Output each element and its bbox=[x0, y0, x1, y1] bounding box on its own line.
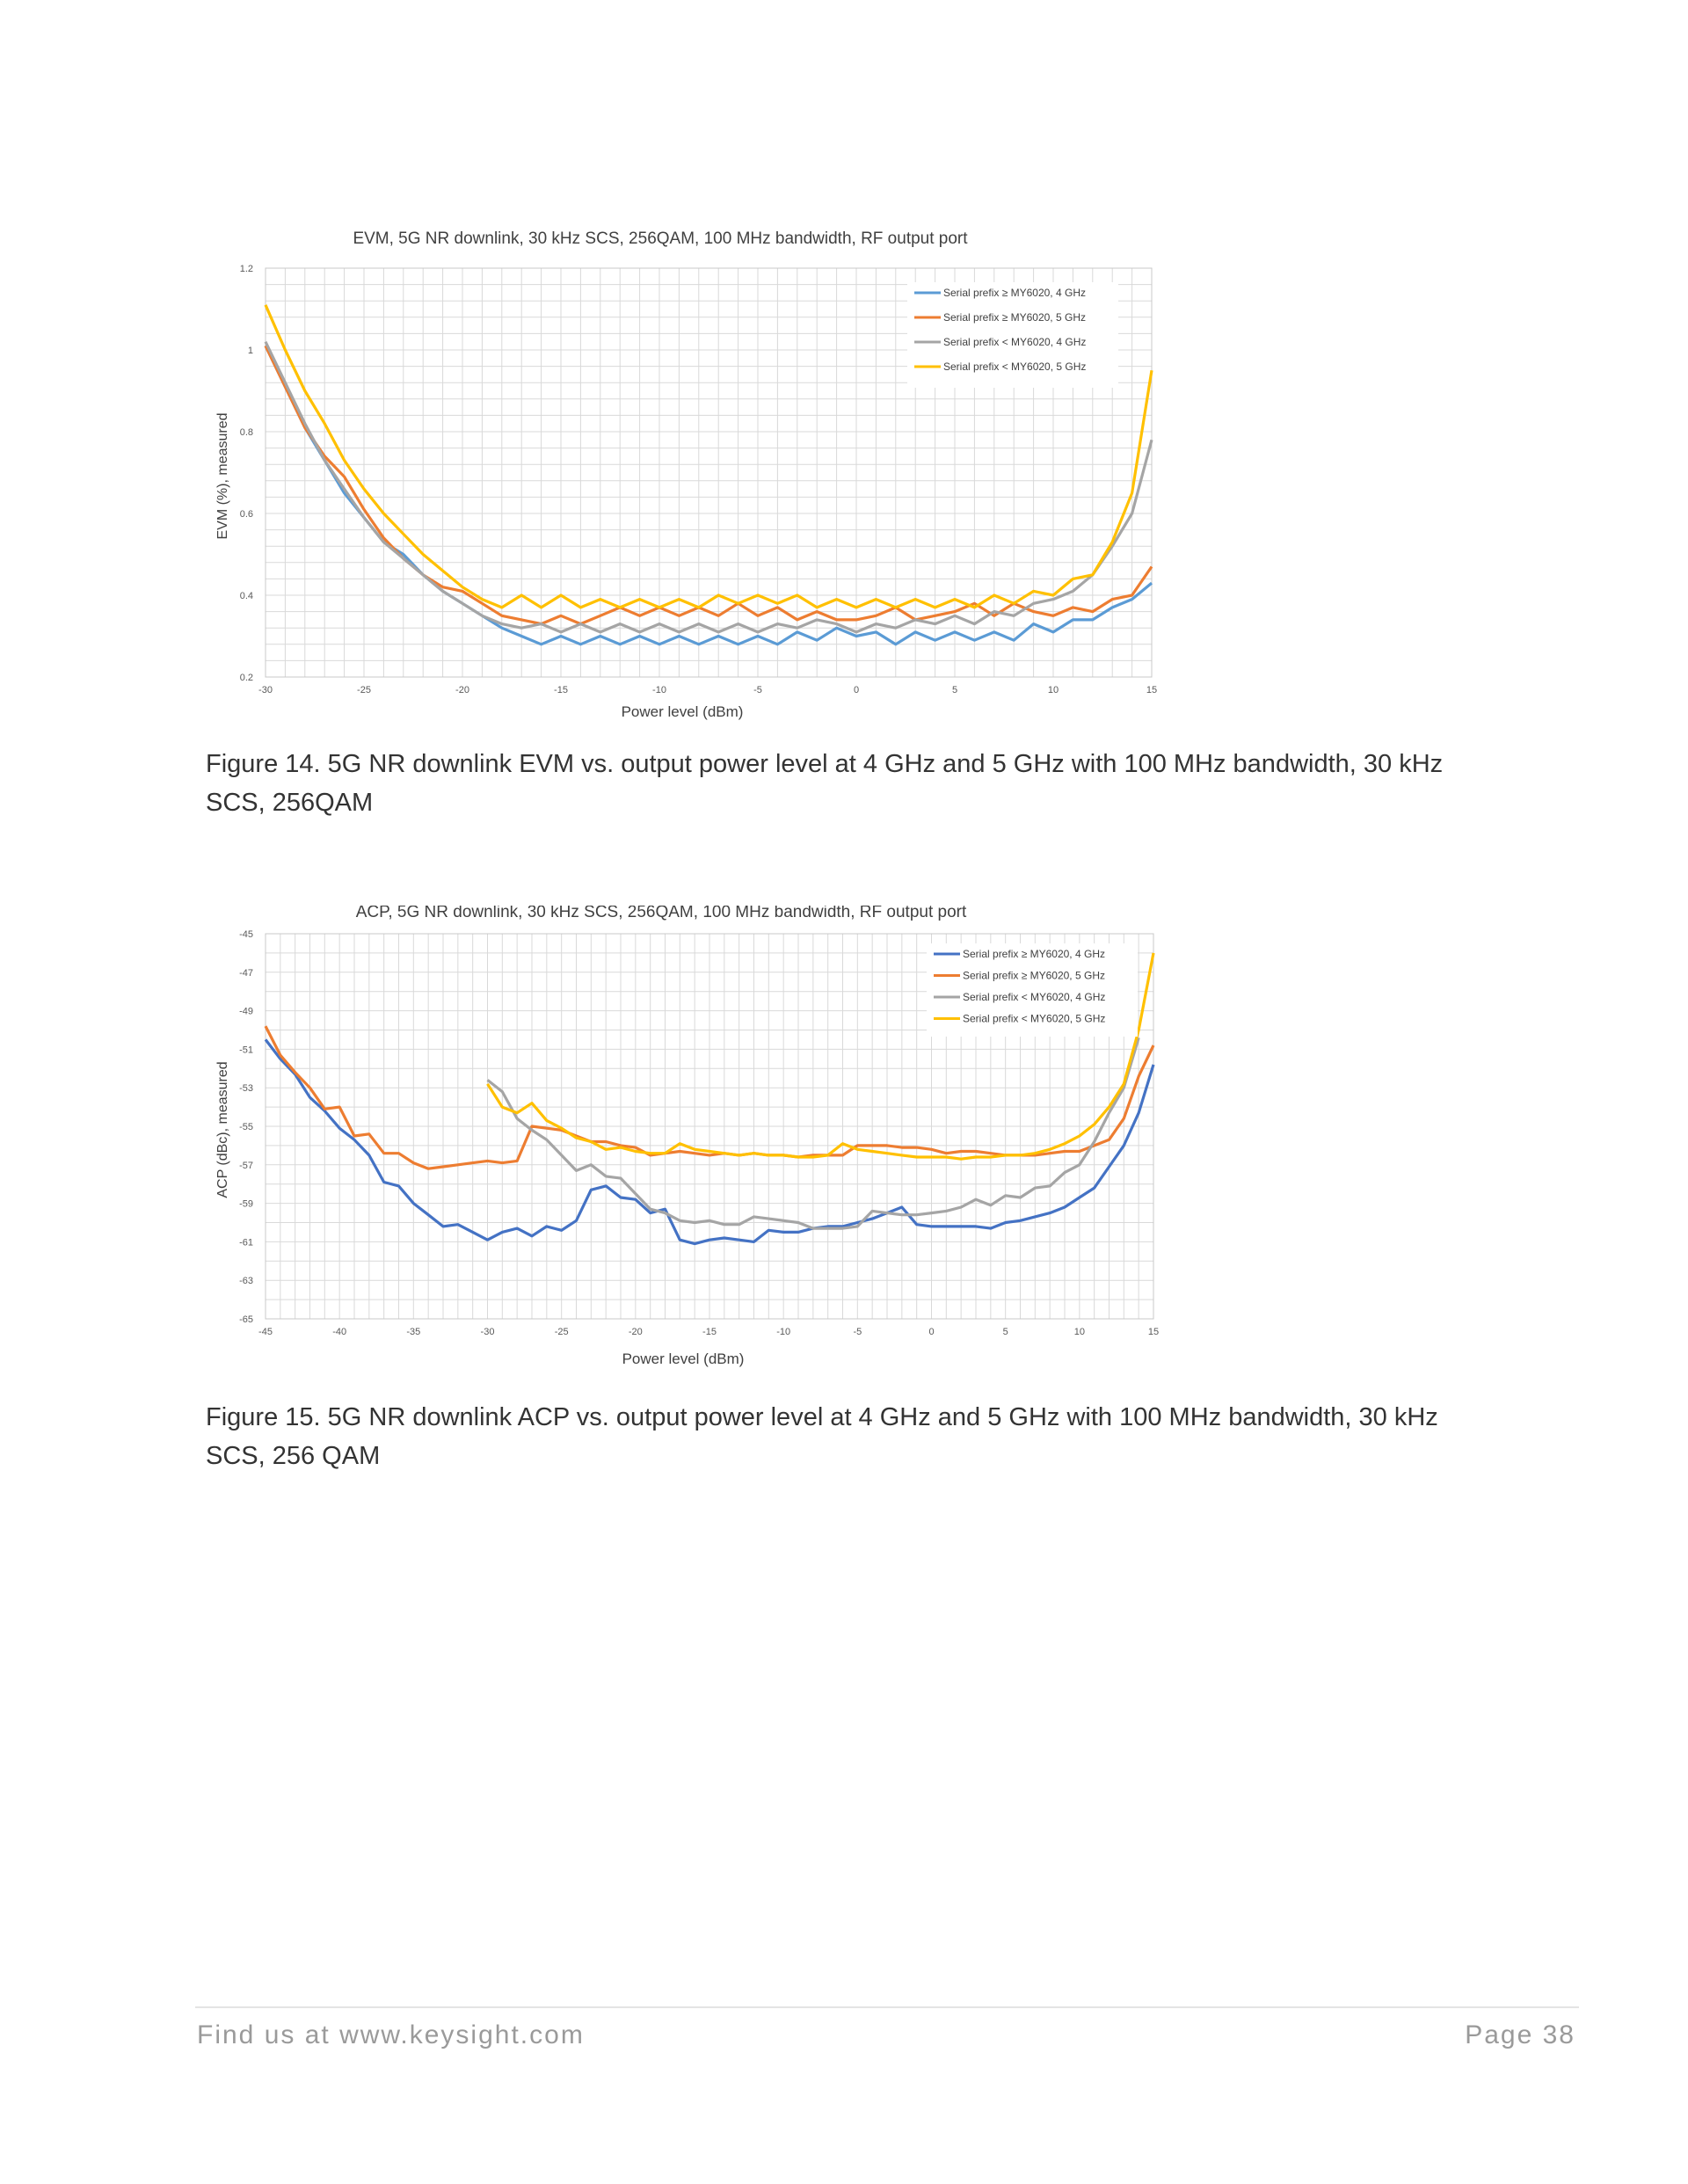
evm-x-tick-label: -20 bbox=[455, 685, 469, 695]
evm-x-tick-label: -25 bbox=[357, 685, 371, 695]
acp-y-tick-label: -55 bbox=[239, 1122, 253, 1132]
acp-x-tick-label: -45 bbox=[258, 1327, 273, 1337]
figure-15-caption: Figure 15. 5G NR downlink ACP vs. output power level at 4 GHz and 5 GHz with 100 MHz bandwidth, 30 kHz SCS, 256 QAM bbox=[206, 1403, 1438, 1470]
acp-y-tick-label: -61 bbox=[239, 1237, 253, 1249]
acp-legend-label: Serial prefix ≥ MY6020, 4 GHz bbox=[963, 948, 1105, 960]
acp-x-tick-label: 10 bbox=[1073, 1327, 1085, 1337]
acp-legend bbox=[927, 943, 1138, 1037]
evm-x-tick-label: -30 bbox=[258, 685, 273, 695]
acp-x-tick-label: 0 bbox=[928, 1327, 935, 1337]
evm-x-tick-label: -15 bbox=[554, 685, 568, 695]
acp-x-tick-label: 5 bbox=[1002, 1327, 1008, 1337]
acp-y-tick-label: -47 bbox=[239, 967, 253, 979]
evm-y-tick-label: 0.8 bbox=[239, 427, 253, 438]
acp-chart bbox=[211, 906, 1178, 1389]
acp-y-tick-label: -53 bbox=[239, 1083, 253, 1095]
acp-y-tick-label: -51 bbox=[239, 1045, 253, 1056]
acp-y-tick-label: -65 bbox=[239, 1314, 253, 1325]
footer-page-number: Page 38 bbox=[1465, 2020, 1575, 2049]
acp-x-tick-label: -15 bbox=[702, 1327, 717, 1337]
acp-x-tick-label: -40 bbox=[332, 1327, 347, 1337]
acp-legend-label: Serial prefix < MY6020, 4 GHz bbox=[963, 991, 1106, 1003]
evm-legend-label: Serial prefix < MY6020, 4 GHz bbox=[943, 336, 1087, 348]
acp-y-axis-label: ACP (dBc), measured bbox=[215, 1061, 230, 1198]
acp-x-tick-label: -35 bbox=[406, 1327, 421, 1337]
acp-y-tick-label: -57 bbox=[239, 1160, 253, 1171]
acp-x-tick-label: -5 bbox=[853, 1327, 862, 1337]
evm-chart bbox=[211, 224, 1178, 734]
evm-y-tick-label: 0.4 bbox=[239, 591, 253, 601]
acp-x-tick-label: 15 bbox=[1147, 1327, 1160, 1337]
evm-legend bbox=[907, 282, 1118, 388]
evm-y-tick-label: 0.2 bbox=[239, 673, 253, 683]
evm-chart-svg bbox=[211, 224, 1178, 734]
figure-14-caption: Figure 14. 5G NR downlink EVM vs. output power level at 4 GHz and 5 GHz with 100 MHz bandwidth, 30 kHz SCS, 256QAM bbox=[206, 750, 1444, 817]
acp-x-tick-label: -20 bbox=[628, 1327, 643, 1337]
acp-chart-title: ACP, 5G NR downlink, 30 kHz SCS, 256QAM, 100 MHz bandwidth, RF output port bbox=[355, 906, 967, 921]
evm-x-tick-label: -10 bbox=[652, 685, 666, 695]
evm-chart-title: EVM, 5G NR downlink, 30 kHz SCS, 256QAM, 100 MHz bandwidth, RF output port bbox=[353, 229, 968, 248]
evm-x-tick-label: 5 bbox=[951, 685, 958, 695]
acp-chart-svg bbox=[211, 906, 1178, 1389]
evm-y-tick-label: 1 bbox=[247, 346, 253, 356]
acp-x-tick-label: -10 bbox=[776, 1327, 791, 1337]
acp-y-tick-label: -45 bbox=[239, 929, 253, 940]
acp-legend-label: Serial prefix ≥ MY6020, 5 GHz bbox=[963, 969, 1105, 982]
acp-y-tick-label: -63 bbox=[239, 1276, 253, 1287]
evm-legend-label: Serial prefix ≥ MY6020, 4 GHz bbox=[943, 287, 1086, 299]
evm-x-tick-label: 15 bbox=[1146, 685, 1158, 695]
acp-x-axis-label: Power level (dBm) bbox=[622, 1350, 745, 1367]
evm-y-axis-label: EVM (%), measured bbox=[215, 412, 230, 540]
evm-legend-label: Serial prefix < MY6020, 5 GHz bbox=[943, 360, 1087, 373]
acp-y-tick-label: -59 bbox=[239, 1198, 253, 1210]
evm-x-tick-label: -5 bbox=[753, 685, 762, 695]
evm-x-tick-label: 10 bbox=[1047, 685, 1059, 695]
footer-website: Find us at www.keysight.com bbox=[197, 2020, 585, 2049]
acp-legend-label: Serial prefix < MY6020, 5 GHz bbox=[963, 1012, 1106, 1025]
acp-x-tick-label: -30 bbox=[480, 1327, 495, 1337]
acp-x-tick-label: -25 bbox=[554, 1327, 569, 1337]
evm-legend-label: Serial prefix ≥ MY6020, 5 GHz bbox=[943, 311, 1086, 324]
evm-y-tick-label: 1.2 bbox=[239, 264, 253, 274]
evm-x-tick-label: 0 bbox=[853, 685, 860, 695]
evm-y-tick-label: 0.6 bbox=[239, 509, 253, 520]
footer-divider bbox=[195, 2006, 1579, 2008]
acp-y-tick-label: -49 bbox=[239, 1006, 253, 1017]
evm-x-axis-label: Power level (dBm) bbox=[621, 703, 744, 720]
